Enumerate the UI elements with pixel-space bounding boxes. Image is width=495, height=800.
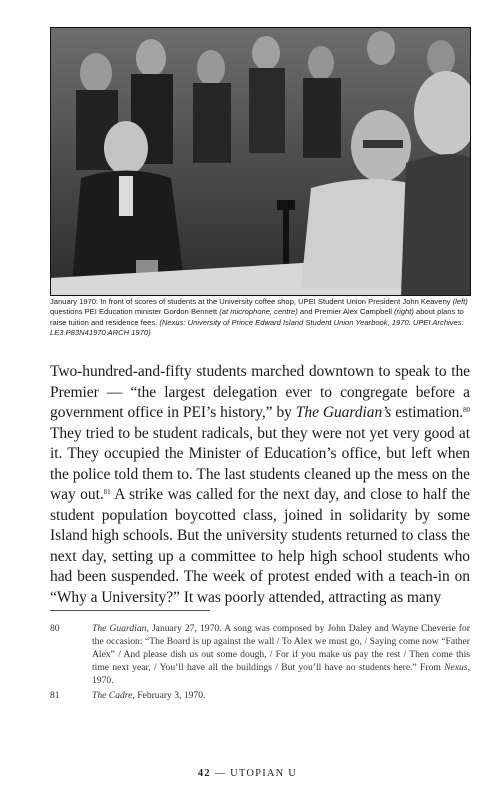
footnote-number: 81 xyxy=(50,690,60,701)
footnote-text: The Cadre, February 3, 1970. xyxy=(92,690,206,701)
photo-caption: January 1970: In front of scores of students at the University coffee shop, UPEI Student Union President John Keaveny (left) questions PEI Education minister Gordon Bennett (at microphone, centre) and Premier Alex Campbell (right) about plans to raise tuition and residence fees. (Nexus: University of Prince Edward Island Student Union Yearbook, 1970. UPEI Archives: LE3.P83N41970 ARCH 1970) xyxy=(50,297,468,338)
footnote-text: The Guardian, January 27, 1970. A song was composed by John Daley and Wayne Cheverie for the occasion: “The Board is up against the wall / To Alex we must go, / Saying come now “Father Alex” / And please dish us out some dough, / For if you make us pay the rest / Then come this time next year, / You’ll have all the buildings / But you’ll have no students here.” From Nexus, 1970. xyxy=(92,623,470,686)
footnote-divider xyxy=(50,610,210,611)
footnote-ref-81[interactable]: 81 xyxy=(103,488,111,496)
archival-photo xyxy=(50,27,471,296)
footnote-80 xyxy=(50,622,470,687)
body-text xyxy=(50,362,470,608)
page-number: 42 xyxy=(197,768,211,779)
footnote-number: 80 xyxy=(50,623,60,634)
caption-source: (Nexus: University of Prince Edward Island Student Union Yearbook, 1970. UPEI Archives: LE3.P83N41970 ARCH 1970) xyxy=(50,317,464,338)
running-title: UTOPIAN U xyxy=(230,768,298,779)
body-paragraph: Two-hundred-and-fifty students marched downtown to speak to the Premier — “the largest delegation ever to congregate before a government office in PEI’s history,” by The Guardian’s estimation.$^{80}$ They tried to be student radicals, but they were not yet very good at it. They occupied the Minister of Education’s office, but left when the police told them to. The last students cleaned up the mess on the way out.$^{81}$ A strike was called for the next day, and close to half the student population boycotted class, joined in solidarity by some Island high schools. But the university students returned to class the next day, setting up a committee to help high school students who had been suspended. The week of protest ended with a teach-in on “Why a University?” It was poorly attended, attracting as many xyxy=(50,363,470,606)
footnote-ref-80[interactable]: 80 xyxy=(463,406,470,414)
footnotes xyxy=(50,622,470,704)
caption-date: January 1970: xyxy=(50,297,99,306)
footnote-81 xyxy=(50,689,470,702)
page-footer: 42 — UTOPIAN U xyxy=(197,768,298,779)
